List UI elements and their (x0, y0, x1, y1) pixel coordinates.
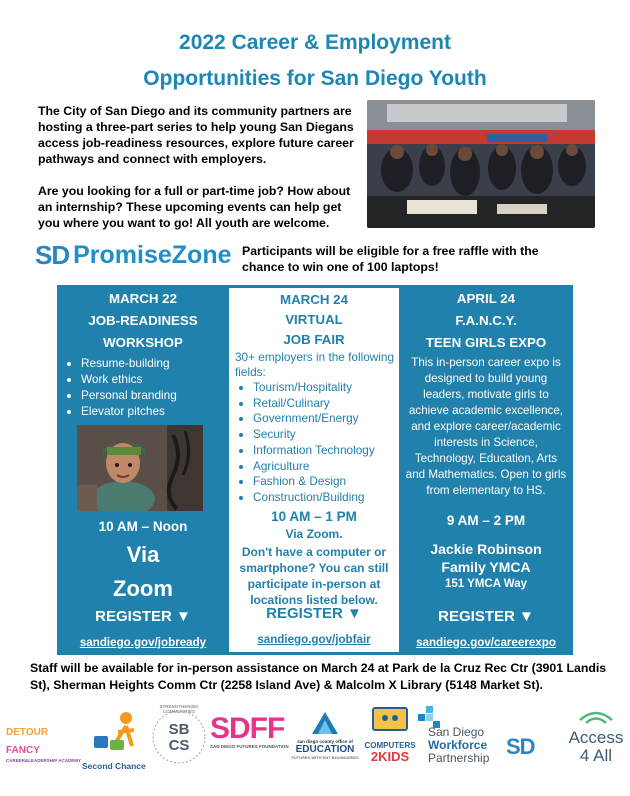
topic-list (57, 355, 229, 419)
register-link-careerexpo[interactable]: sandiego.gov/careerexpo (416, 636, 556, 649)
fancy-label: FANCY (6, 745, 40, 756)
sbcs-ring-text: STRENGTHENING COMMUNITIES (159, 704, 199, 714)
register-label: REGISTER ▼ (266, 605, 362, 622)
sbcs-line1: SB (168, 721, 190, 738)
access-label: Access (568, 728, 624, 747)
sdcoe-line2: EDUCATION (295, 744, 355, 755)
list-item: • Construction/Building (253, 490, 399, 506)
event-date: MARCH 22 (109, 291, 177, 306)
workforce-line3: Partnership (428, 751, 490, 765)
promise-zone-logo (35, 240, 232, 271)
welder-photo (77, 425, 203, 511)
event-title-line1: VIRTUAL (285, 312, 343, 327)
event-date: APRIL 24 (456, 291, 516, 306)
event-time: 9 AM – 2 PM (446, 513, 526, 528)
computers2kids-logo (362, 706, 418, 763)
register-link-jobfair[interactable]: sandiego.gov/jobfair (257, 633, 371, 646)
list-item: • Information Technology (253, 443, 399, 459)
sdcoe-icon (310, 712, 340, 734)
event-time: 10 AM – Noon (98, 519, 188, 534)
venue-line1: Jackie Robinson (430, 541, 542, 557)
2kids-label: 2KIDS (370, 749, 410, 764)
field-list (229, 380, 399, 506)
register-label: REGISTER ▼ (95, 608, 191, 625)
intro-paragraph-1: The City of San Diego and its community partners are hosting a three-part series to help young San Diegans access job-readiness resources, explore future career pathways and connect with employers. (38, 104, 354, 166)
sdff-label: SDFF (210, 712, 285, 745)
list-item: • Elevator pitches (81, 403, 229, 419)
sdff-logo (210, 714, 294, 749)
event-panel-march22 (57, 285, 229, 655)
event-title-line2: JOB FAIR (283, 332, 345, 347)
workforce-line2: Workforce (428, 738, 488, 752)
access4all-logo (566, 708, 626, 765)
list-item: • Work ethics (81, 371, 229, 387)
sdff-sub: SAN DIEGO FUTURES FOUNDATION (210, 744, 289, 749)
event-location-zoom: Zoom (113, 576, 173, 601)
intro-text (38, 103, 363, 231)
4all-label: 4 All (579, 746, 613, 765)
event-title-line2: TEEN GIRLS EXPO (425, 335, 547, 350)
sbcs-logo (150, 704, 208, 768)
fields-intro: 30+ employers in the following fields: (235, 350, 395, 379)
promise-zone-name: PromiseZone (73, 241, 232, 269)
register-label: REGISTER ▼ (438, 608, 534, 625)
second-chance-logo (82, 710, 148, 771)
event-title-line2: WORKSHOP (103, 335, 183, 350)
register-link-jobready[interactable]: sandiego.gov/jobready (79, 636, 207, 649)
page-title-line2: Opportunities for San Diego Youth (143, 67, 487, 90)
event-panel-march24 (229, 285, 399, 655)
raffle-notice: Participants will be eligible for a free raffle with the chance to win one of 100 laptops! (242, 244, 539, 274)
city-sd-logo: SD (506, 734, 535, 759)
wifi-icon (578, 708, 614, 724)
second-chance-icon (88, 710, 148, 756)
list-item: • Security (253, 427, 399, 443)
sbcs-line2: CS (168, 737, 190, 754)
list-item: • Personal branding (81, 387, 229, 403)
job-fair-photo (367, 100, 595, 228)
workforce-partnership-logo (428, 726, 506, 765)
second-chance-label: Second Chance (82, 761, 146, 771)
list-item: • Agriculture (253, 459, 399, 475)
sponsor-logos (0, 700, 630, 790)
event-title-line1: JOB-READINESS (88, 313, 198, 328)
sdcoe-logo (290, 712, 360, 760)
sdcoe-line3: FUTURES WITH ENT BOUNDARIES (291, 755, 359, 760)
event-date: MARCH 24 (280, 292, 348, 307)
event-panel-april24 (399, 285, 573, 655)
computer-icon (369, 706, 411, 736)
venue-address: 151 YMCA Way (444, 578, 528, 590)
in-person-note: Don't have a computer or smartphone? You can still participate in-person at locations listed below. (239, 544, 389, 607)
computers-label: COMPUTERS (364, 741, 416, 750)
list-item: • Tourism/Hospitality (253, 380, 399, 396)
detour-label: DETOUR (6, 727, 49, 738)
sdcoe-line1: san diego county office of (297, 739, 353, 744)
page-title-line1: 2022 Career & Employment (179, 31, 451, 54)
workforce-line1: San Diego (428, 725, 485, 739)
list-item: • Government/Energy (253, 411, 399, 427)
detour-fancy-logo (6, 722, 86, 763)
list-item: • Resume-building (81, 355, 229, 371)
venue-line2: Family YMCA (441, 559, 531, 575)
event-location-via: Via (126, 542, 160, 567)
event-title-line1: F.A.N.C.Y. (455, 313, 517, 328)
staff-assistance-note: Staff will be available for in-person assistance on March 24 at Park de la Cruz Rec Ctr (3901 Landis St), Sherman Heights Comm Ctr (2258 Island Ave) & Malcolm X Library (5148 Market St). (30, 661, 607, 692)
list-item: • Retail/Culinary (253, 396, 399, 412)
event-time: 10 AM – 1 PM (271, 508, 357, 524)
event-description: This in-person career expo is designed to build young leaders, motivate girls to achieve academic excellence, and explore career/academic interests in Science, Technology, Education, Arts and Mathematics. Open to girls from elementary to HS. (405, 356, 567, 497)
detour-sub: CAREER&LEADERSHIP ACADEMY (6, 758, 82, 763)
list-item: • Fashion & Design (253, 474, 399, 490)
event-location: Via Zoom. (285, 526, 343, 541)
intro-paragraph-2: Are you looking for a full or part-time job? How about an internship? These upcoming events can help get you where you want to go! All youth are welcome. (38, 184, 351, 230)
sd-logo: SD (35, 240, 70, 270)
